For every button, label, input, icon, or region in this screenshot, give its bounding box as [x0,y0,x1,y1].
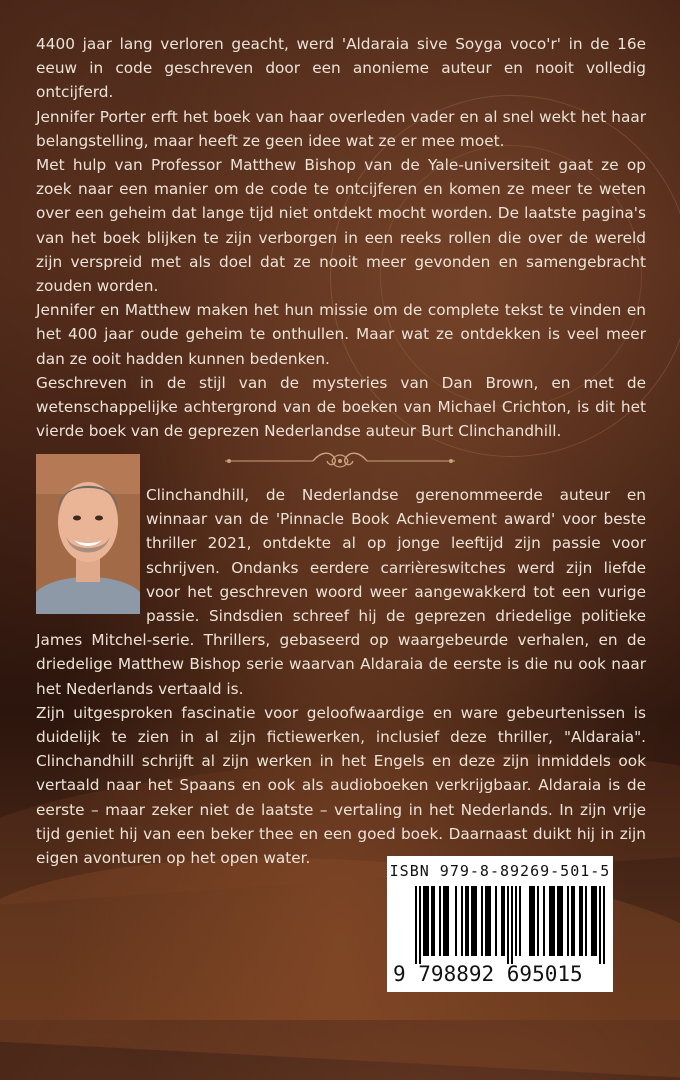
author-bio-paragraph: Clinchandhill, de Nederlandse gerenommeerde auteur en winnaar van de 'Pinnacle Book Achievement award' voor beste thriller 2021, ontdekte al op jonge leeftijd zijn passie voor schrijven. Ondanks eerdere carrièreswitches werd zijn liefde voor het geschreven woord weer aangewakkerd tot een vurige passie. Sindsdien schreef hij de geprezen driedelige politieke James Mitchel-serie. Thrillers, gebaseerd op waargebeurde verhalen, en de driedelige Matthew Bishop serie waarvan Aldaraia de eerste is die nu ook naar het Nederlands vertaald is. [36,486,646,698]
description-paragraph: 4400 jaar lang verloren geacht, werd 'Aldaraia sive Soyga voco'r' in de 16e eeuw in code geschreven door een anonieme auteur en nooit volledig ontcijferd. [36,35,646,102]
barcode-bar [557,886,559,956]
ean-digits: 9 798892 695015 [393,962,583,986]
barcode-bar [529,886,531,956]
barcode-bar [445,886,447,956]
barcode-bar [581,886,583,956]
barcode-bar [427,886,429,956]
barcode-bar [481,886,483,956]
barcode-bar [423,886,425,956]
book-description [36,32,646,443]
barcode-bar [537,886,539,956]
barcode-bar [591,886,593,956]
author-bio-paragraph: Zijn uitgesproken fascinatie voor geloofwaardige en ware gebeurtenissen is duidelijk te zien in al zijn fictiewerken, inclusief deze thriller, "Aldaraia". Clinchandhill schrijft al zijn werken in het Engels en deze zijn inmiddels ook vertaald naar het Spaans en ook als audioboeken verkrijgbaar. Aldaraia is de eerste – maar zeker niet de laatste – vertaling in het Nederlands. In zijn vrije tijd geniet hij van een beker thee en een goed boek. Daarnaast duikt hij in zijn eigen avonturen op het open water. [36,703,646,868]
barcode-bar [511,886,513,964]
isbn-barcode [387,856,613,992]
barcode-bar [467,886,469,956]
barcode-bar [455,886,457,956]
barcode-bar [415,886,417,964]
barcode-bar [543,886,545,956]
barcode-bars [415,886,605,964]
barcode-bar [549,886,551,956]
barcode-bar [561,886,563,956]
barcode-bar [461,886,463,956]
barcode-bar [551,886,553,956]
barcode-bar [419,886,421,964]
description-paragraph: Jennifer en Matthew maken het hun missie om de complete tekst te vinden en het 400 jaar oude geheim te onthullen. Maar wat ze ontdekken is veel meer dan ze ooit hadden kunnen bedenken. [36,301,646,368]
barcode-bar [603,886,605,964]
description-paragraph: Geschreven in de stijl van de mysteries van Dan Brown, en met de wetenschappelijke achtergrond van de boeken van Michael Crichton, is dit het vierde boek van de geprezen Nederlandse auteur Burt Clinchandhill. [36,373,646,441]
barcode-bar [485,886,487,956]
barcode-bar [567,886,569,956]
barcode-bar [487,886,489,956]
barcode-bar [533,886,535,956]
barcode-bar [585,886,587,956]
barcode-bar [433,886,435,956]
barcode-bar [473,886,475,956]
barcode-bar [425,886,427,956]
author-bio [36,483,646,870]
barcode-bar [599,886,601,964]
barcode-bar [571,886,573,956]
description-paragraph: Met hulp van Professor Matthew Bishop van de Yale-universiteit gaat ze op zoek naar een manier om de code te ontcijferen en komen ze meer te weten over een geheim dat lange tijd niet ontdekt mocht worden. De laatste pagina's van het boek blijken te zijn verborgen in een reeks rollen die over de wereld zijn verspreid met als doel dat ze nooit meer gevonden en samengebracht zouden worden. [36,156,646,296]
barcode-bar [573,886,575,956]
barcode-bar [447,886,449,956]
barcode-bar [519,886,521,956]
barcode-bar [489,886,491,956]
barcode-bar [503,886,505,956]
barcode-bar [507,886,509,964]
description-paragraph: Jennifer Porter erft het boek van haar overleden vader en al snel wekt het haar belangstelling, maar heeft ze geen idee wat ze er mee moet. [36,107,646,150]
barcode-bar [501,886,503,956]
ornament-divider [225,449,455,473]
barcode-bar [495,886,497,956]
barcode-bar [439,886,441,956]
isbn-label: ISBN 979-8-89269-501-5 [389,862,611,880]
barcode-bar [465,886,467,956]
barcode-bar [559,886,561,956]
barcode-bar [595,886,597,956]
barcode-bar [443,886,445,956]
barcode-bar [593,886,595,956]
barcode-bar [579,886,581,956]
barcode-bar [531,886,533,956]
barcode-bar [515,886,517,956]
barcode-bar [471,886,473,956]
barcode-bar [553,886,555,956]
barcode-bar [475,886,477,956]
barcode-bar [431,886,433,956]
